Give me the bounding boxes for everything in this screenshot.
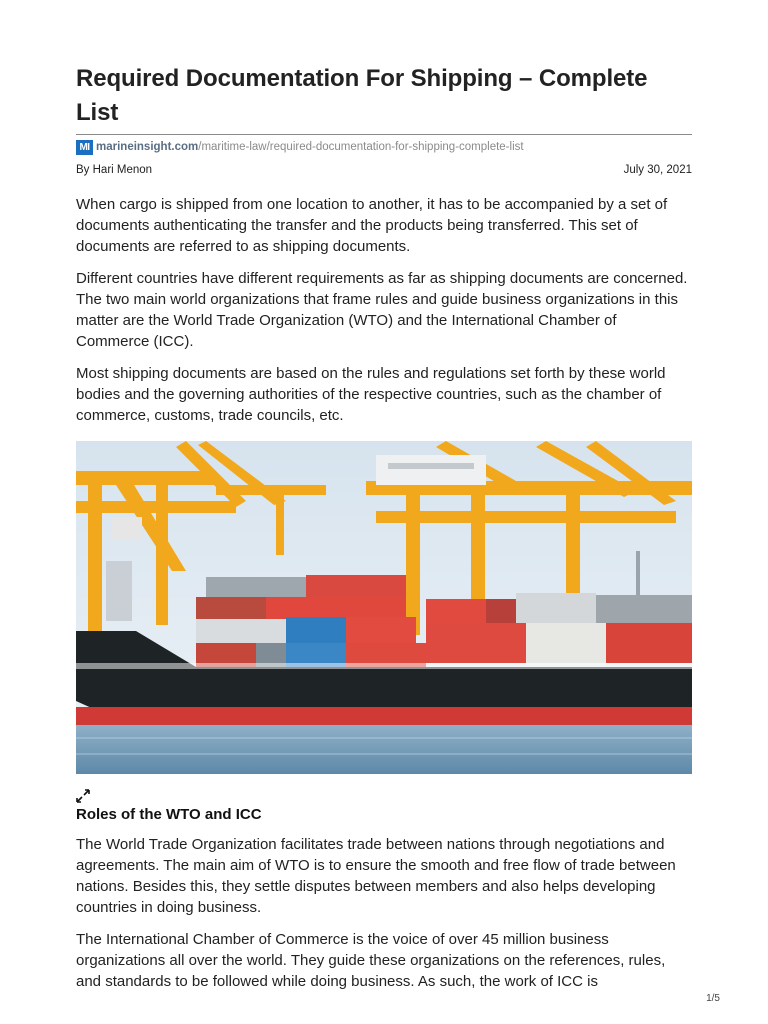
- source-domain[interactable]: marineinsight.com: [96, 141, 199, 153]
- source-path[interactable]: /maritime-law/required-documentation-for-shipping-complete-list: [198, 141, 524, 153]
- document-page: [76, 62, 692, 992]
- title-divider: [76, 134, 692, 135]
- page-number: 1/5: [706, 993, 720, 1004]
- section-heading: Roles of the WTO and ICC: [76, 806, 262, 823]
- intro-paragraph-2: Different countries have different requirements as far as shipping documents are concerned. The two main world organizations that frame rules and guide business organizations in this matter are the World Trade Organization (WTO) and the International Chamber of Commerce (ICC).: [76, 270, 688, 350]
- page-title: Required Documentation For Shipping – Complete List: [76, 65, 648, 126]
- intro-paragraph-3: Most shipping documents are based on the rules and regulations set forth by these world bodies and the governing authorities of the respective countries, such as the chamber of commerce, customs, trade councils, etc.: [76, 365, 666, 424]
- source-link[interactable]: [76, 138, 692, 156]
- cargo-ship-photo: [76, 441, 692, 774]
- site-logo-icon: MI: [76, 140, 93, 155]
- intro-paragraph-1: When cargo is shipped from one location to another, it has to be accompanied by a set of documents authenticating the transfer and the products being transferred. This set of documents are referred to as shipping documents.: [76, 196, 668, 255]
- section-paragraph-1: The World Trade Organization facilitates trade between nations through negotiations and agreements. The main aim of WTO is to ensure the smooth and free flow of trade between nations. Besides this, they settle disputes between members and also helps developing countries in doing business.: [76, 836, 676, 916]
- expand-icon[interactable]: [76, 789, 90, 803]
- section-paragraph-2: The International Chamber of Commerce is the voice of over 45 million business organizations all over the world. They guide these organizations on the references, rules, and standards to be followed while doing business. As such, the work of ICC is: [76, 931, 666, 990]
- author: By Hari Menon: [76, 164, 153, 176]
- publish-date: July 30, 2021: [623, 164, 692, 176]
- expand-image-button[interactable]: [76, 789, 692, 805]
- byline: [76, 164, 692, 180]
